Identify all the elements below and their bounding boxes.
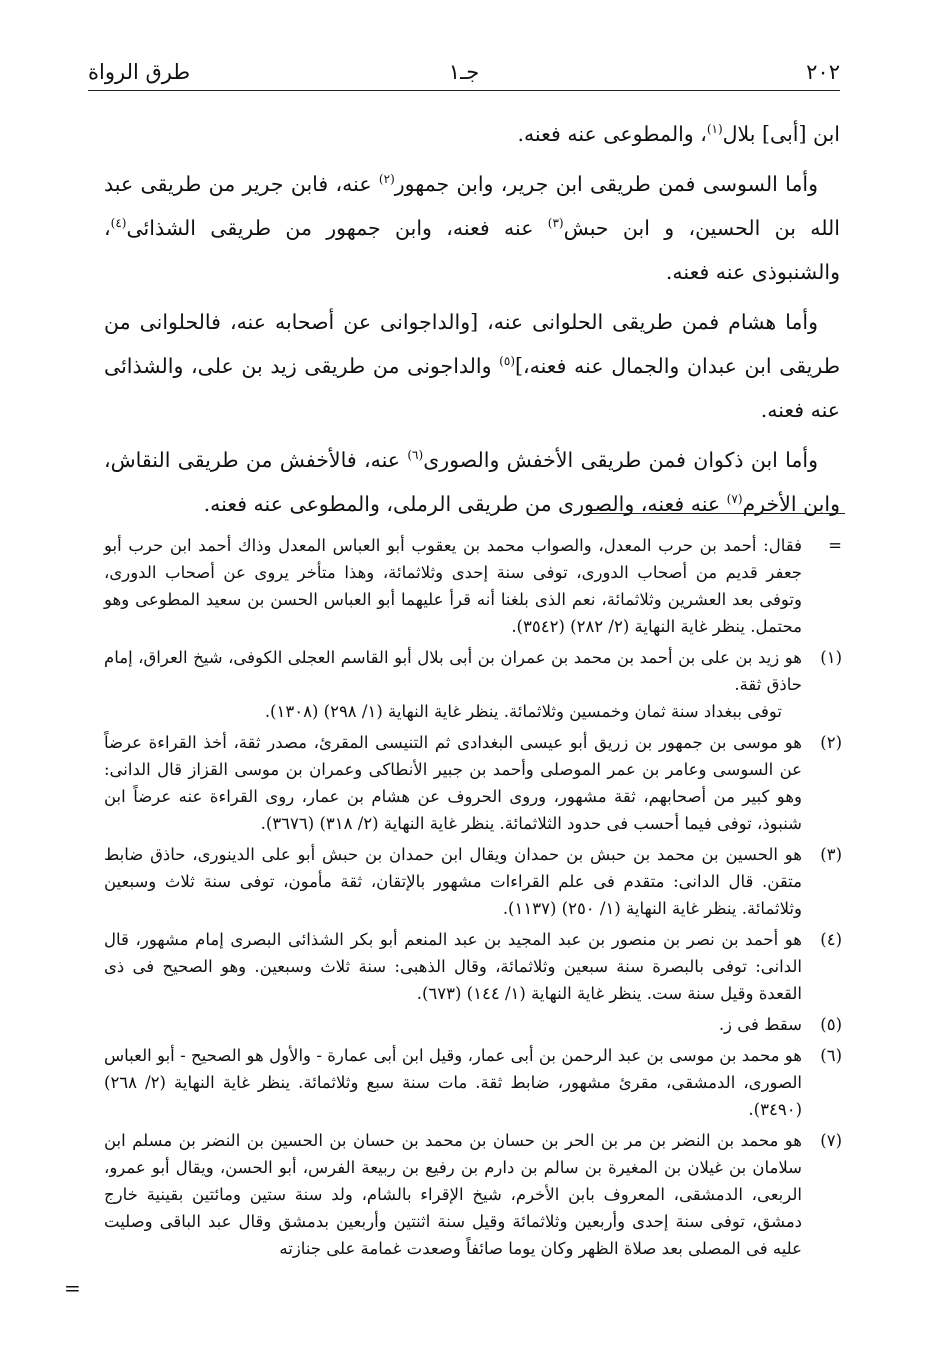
footnote: (٢) هو موسى بن جمهور بن زريق أبو عيسى البغدادى ثم التنيسى المقرئ، مصدر ثقة، أخذ القراءة عرضاً عن السوسى وعامر بن عمر الموصلى وأحمد بن جبير الأنطاكى وعمران بن موسى القزاز قال الدانى: وهو كبير من أصحابهم، ثقة مشهور، وروى الحروف عن هشام بن عمار، روى القراءة عنه عرضاً ابن شنبوذ، توفى فيما أحسب فى حدود الثلاثمائة. ينظر غاية النهاية (٢/ ٣١٨) (٣٦٧٦). [104, 729, 842, 837]
footnote: (٧) هو محمد بن النضر بن مر بن الحر بن حسان بن محمد بن حسان بن الحسين بن النضر بن مسلم ابن سلامان بن غيلان بن المغيرة بن سالم بن دارم بن رفيع بن ربيعة الفرس، أبو الحسن، ويقال أبو عمرو، الربعى، الدمشقى، المعروف بابن الأخرم، شيخ الإقراء بالشام، ولد سنة ستين ومائتين بقينية خارج دمشق، توفى سنة إحدى وأربعين وثلاثمائة وقيل سنة اثنتين وأربعين بدمشق وقال عبد الباقى وصليت عليه فى المصلى بعد صلاة الظهر وكان يوما صائفاً وصعدت غمامة على جنازته [104, 1127, 842, 1262]
footnote-ref: (٣) [547, 216, 564, 231]
footnote-ref: (٦) [407, 448, 424, 463]
footnote: (١) هو زيد بن على بن أحمد بن محمد بن عمران بن أبى بلال أبو القاسم العجلى الكوفى، شيخ العراق، إمام حاذق ثقة. توفى ببغداد سنة ثمان وخمسين وثلاثمائة. ينظر غاية النهاية (١/ ٢٩٨) (١٣٠٨). [104, 644, 842, 725]
footnote: (٣) هو الحسين بن محمد بن حبش بن حمدان ويقال ابن حمدان بن حبش أبو على الدينورى، حاذق ضابط متقن. قال الدانى: متقدم فى علم القراءات مشهور بالإتقان، ثقة مأمون، توفى سنة ثلاث وسبعين وثلاثمائة. ينظر غاية النهاية (١/ ٢٥٠) (١١٣٧). [104, 841, 842, 922]
footnote-ref: (٤) [110, 216, 127, 231]
paragraph: وأما ابن ذكوان فمن طريقى الأخفش والصورى$^{(٦)}$ عنه، فالأخفش من طريقى النقاش، وابن الأخرم$^{(٧)}$ عنه فعنه، والصورى من طريقى الرملى، والمطوعى عنه فعنه. [104, 448, 840, 516]
footnote-number: (٧) [820, 1131, 842, 1150]
footnote-number: (٣) [820, 845, 842, 864]
footnote-number: (٦) [820, 1046, 842, 1065]
footnote: (٤) هو أحمد بن نصر بن منصور بن عبد المجيد بن عبد المنعم أبو بكر الشذائى البصرى إمام مشهور، قال الدانى: توفى بالبصرة سنة سبعين وثلاثمائة، وقال الذهبى: سنة ثلاث وسبعين. وهو الصحيح فى ذى القعدة وقيل سنة ست. ينظر غاية النهاية (١/ ١٤٤) (٦٧٣). [104, 926, 842, 1007]
page-header [88, 56, 840, 91]
main-text [104, 112, 840, 532]
continues-mark: = [64, 1276, 81, 1300]
footnote: (٦) هو محمد بن موسى بن عبد الرحمن بن أبى عمار، وقيل ابن أبى عمارة - والأول هو الصحيح - أبو العباس الصورى، الدمشقى، مقرئ مشهور، ضابط ثقة. مات سنة سبع وثلاثمائة. ينظر غاية النهاية (٢/ ٢٦٨) (٣٤٩٠). [104, 1042, 842, 1123]
footnote-number: (٢) [820, 733, 842, 752]
paragraph: وأما هشام فمن طريقى الحلوانى عنه، [والداجوانى عن أصحابه عنه، فالحلوانى من طريقى ابن عبدان والجمال عنه فعنه،]$^{(٥)}$ والداجونى من طريقى زيد بن على، والشذائى عنه فعنه. [104, 310, 841, 422]
footnote-separator [588, 513, 845, 514]
footnote-number: (٥) [820, 1015, 842, 1034]
footnote: (٥) سقط فى ز. [104, 1011, 842, 1038]
running-title: طرق الرواة [88, 60, 191, 84]
footnote-ref: (٧) [726, 492, 743, 507]
footnote-number: (٤) [820, 930, 842, 949]
footnote-continuation: = فقال: أحمد بن حرب المعدل، والصواب محمد بن يعقوب أبو العباس المعدل وذاك أحمد ابن حرب أبو جعفر قديم من أصحاب الدورى، توفى سنة إحدى وثلاثمائة، وهذا متأخر يروى عن أصحاب الدورى، وتوفى بعد العشرين وثلاثمائة، نعم الذى بلغنا أنه قرأ عليهما أبو العباس الحسن بن سعيد المطوعى وهو محتمل. ينظر غاية النهاية (٢/ ٢٨٢) (٣٥٤٢). [104, 532, 842, 640]
footnote-number: (١) [820, 648, 842, 667]
footnote-ref: (١) [706, 122, 723, 137]
footnote-extra: توفى ببغداد سنة ثمان وخمسين وثلاثمائة. ينظر غاية النهاية (١/ ٢٩٨) (١٣٠٨). [264, 702, 782, 721]
continuation-mark: = [828, 536, 842, 555]
paragraph: ابن [أبى] بلال$^{(١)}$، والمطوعى عنه فعنه. [517, 122, 840, 146]
volume-label: جـ١ [448, 60, 480, 84]
footnotes [104, 532, 842, 1266]
paragraph: وأما السوسى فمن طريقى ابن جرير، وابن جمهور$^{(٢)}$ عنه، فابن جرير من طريقى عبد الله بن الحسين، و ابن حبش$^{(٣)}$ عنه فعنه، وابن جمهور من طريقى الشذائى$^{(٤)}$، والشنبوذى عنه فعنه. [104, 172, 840, 284]
footnote-ref: (٢) [378, 172, 395, 187]
footnote-ref: (٥) [499, 354, 515, 369]
page-number: ٢٠٢ [806, 60, 840, 84]
